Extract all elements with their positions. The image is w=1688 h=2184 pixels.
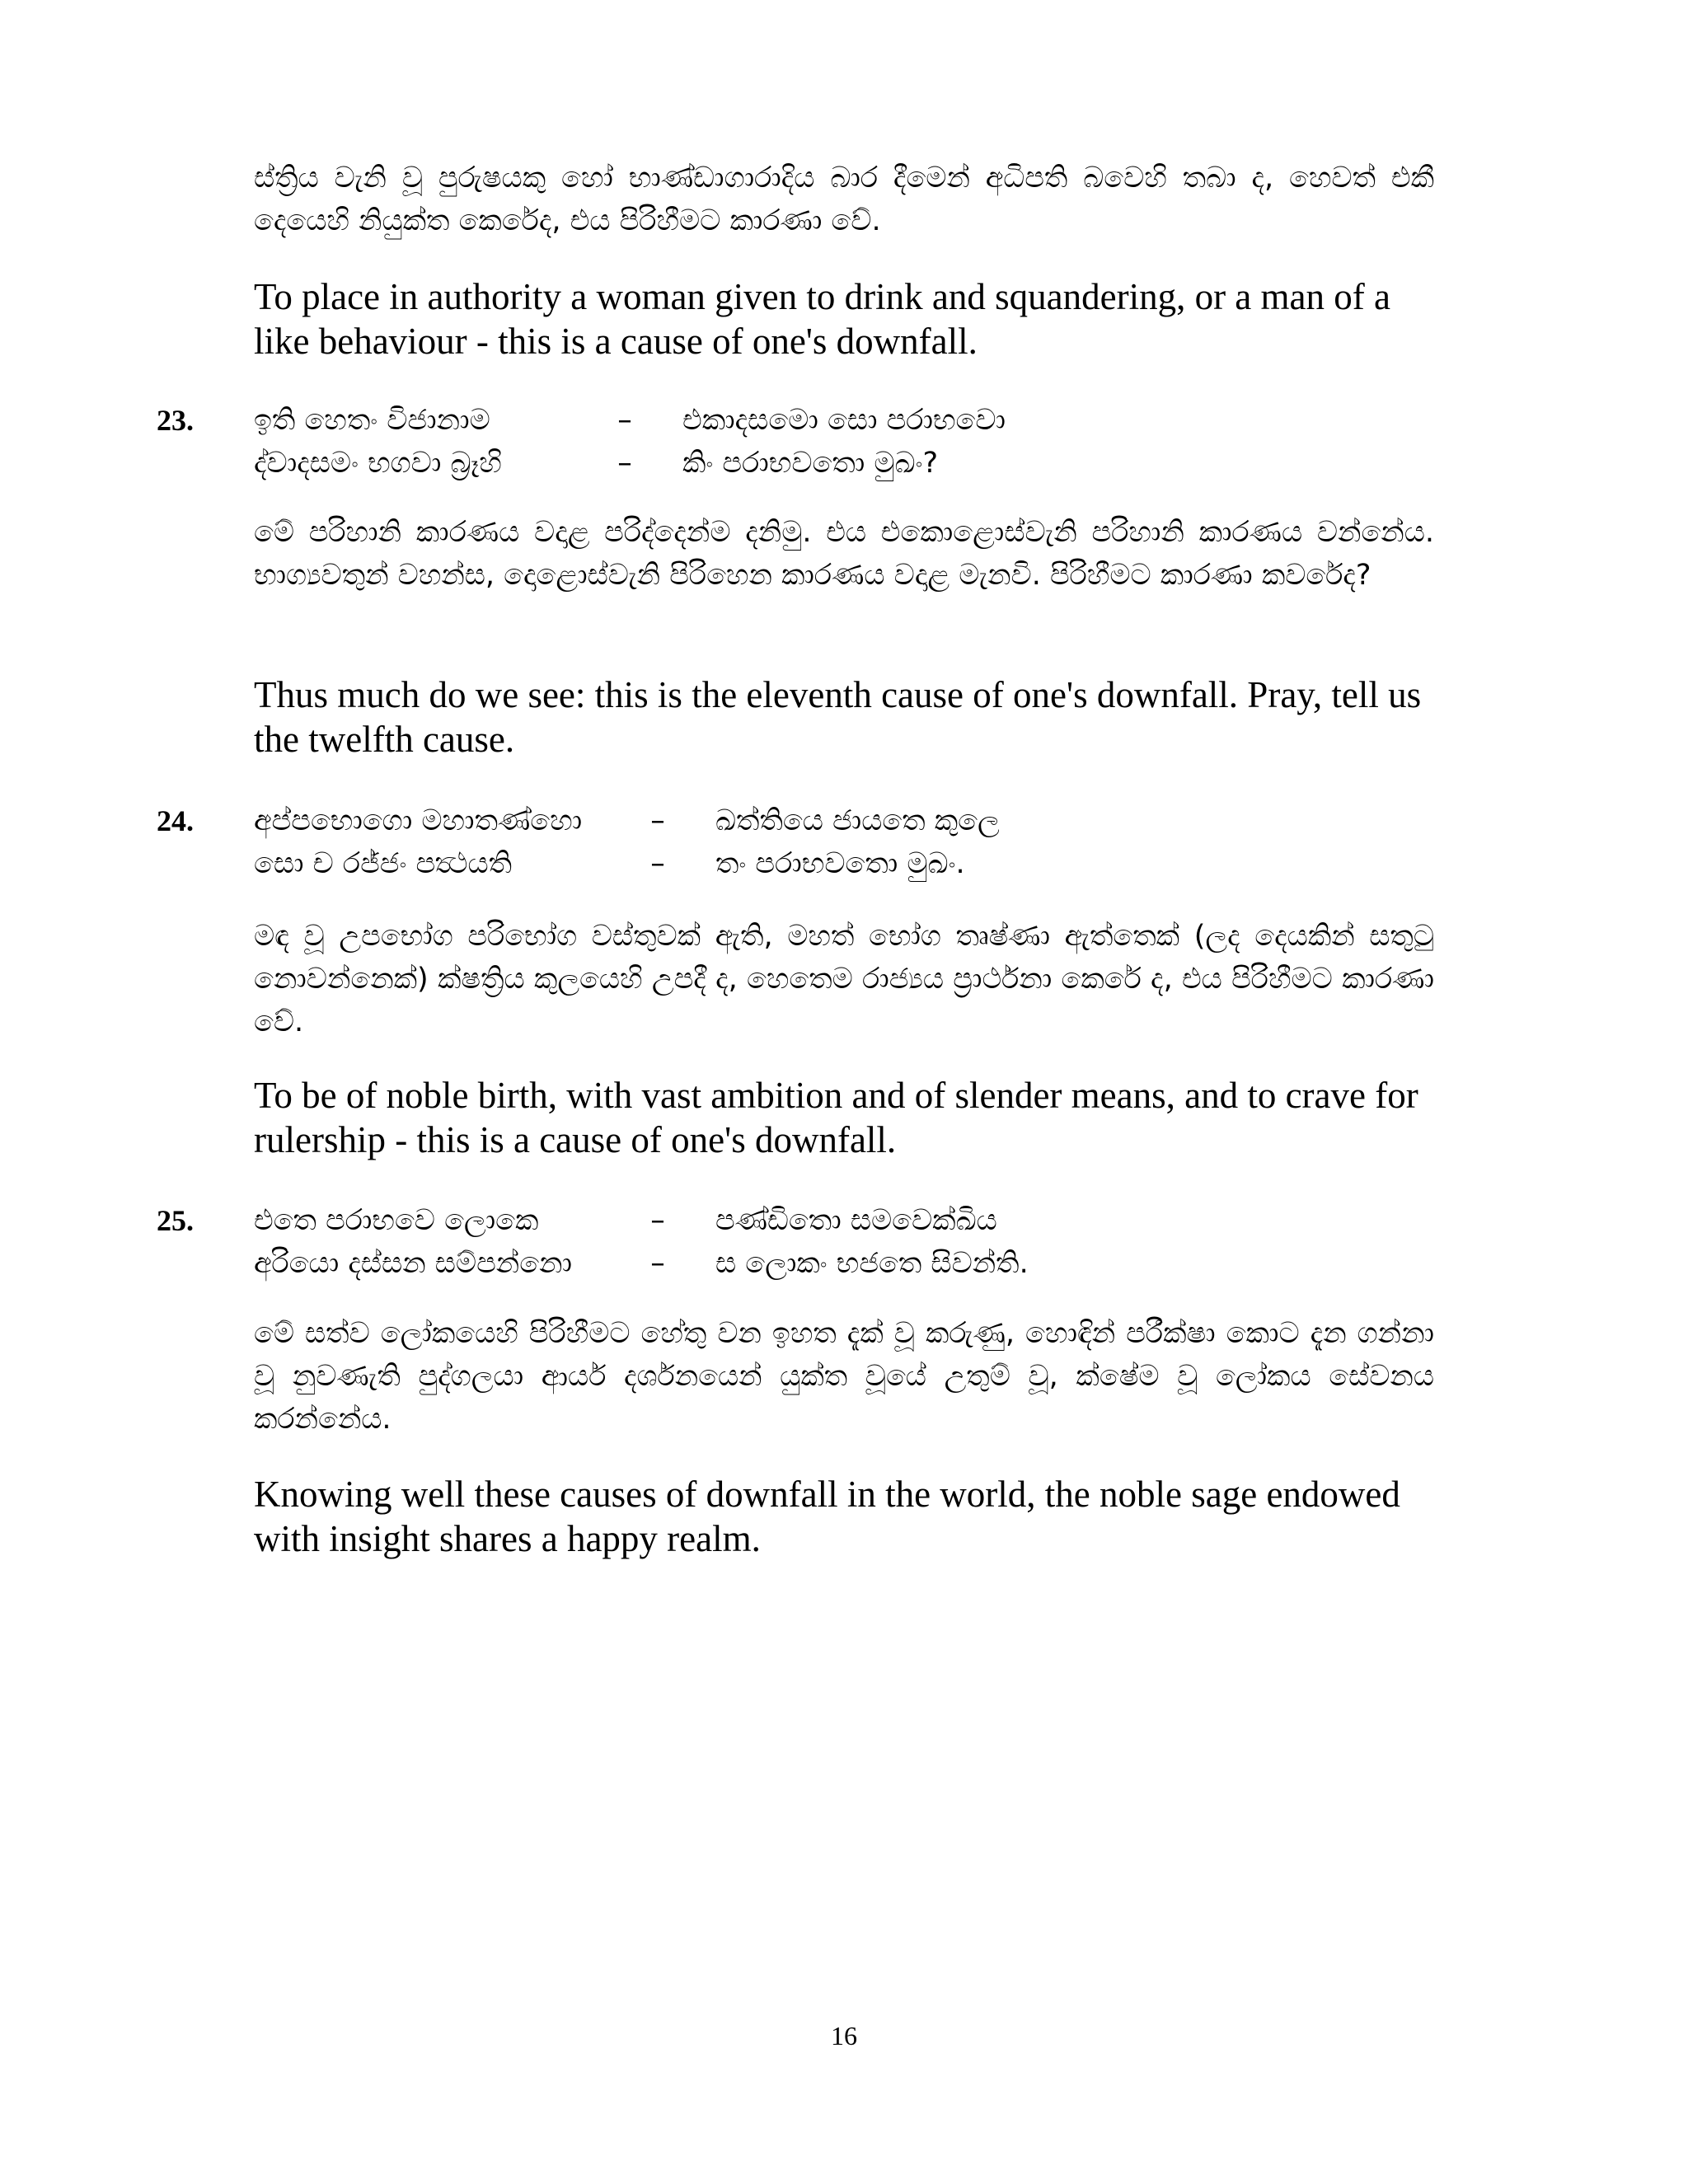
verse-dash: –: [650, 1247, 665, 1280]
sinhala-paragraph: මඳ වූ උපභෝග පරිභෝග වස්තුවක් ඇති, මහත් භෝග තෘෂ්ණා ඇත්තෙක් (ලද දෙයකින් සතුටු නොවන්නෙක්) ක්ෂත්‍රිය කුලයෙහි උපදී ද, හෙතෙම රාජ්‍යය ප්‍රාර්ථනා කෙරේ ද, එය පිරිහීමට කාරණා වේ.: [254, 920, 1434, 1038]
verse-line: [254, 799, 1000, 842]
sinhala-paragraph: මේ පරිහානි කාරණය වදාළ පරිද්දෙන්ම දනිමු. එය එකොළොස්වැනි පරිහානි කාරණය වන්නේය. භාග්‍යවතුන් වහන්ස, දොළොස්වැනි පිරිහෙන කාරණය වදාළ මැනවි. පිරිහීමට කාරණා කවරේද?: [254, 516, 1434, 592]
sinhala-paragraph: මේ සත්ව ලෝකයෙහි පිරිහීමට හේතු වන ඉහත දැක් වූ කරුණු, හොඳින් පරීක්ෂා කොට දැන ගන්නා වූ නුවණැති පුද්ගලයා ආර්ය දර්ශනයෙන් යුක්ත වූයේ උතුම් වූ, ක්ෂේම වූ ලෝකය සේවනය කරන්නේය.: [254, 1317, 1434, 1436]
verse-dash: –: [617, 447, 632, 480]
english-translation: To place in authority a woman given to drink and squandering, or a man of a like behaviour - this is a cause of one's downfall.: [254, 276, 1390, 362]
verse-half: ද්වාදසමං භගවා බ්‍රෑහි: [254, 447, 502, 480]
verse-line: [254, 399, 1006, 442]
english-translation: Thus much do we see: this is the eleventh cause of one's downfall. Pray, tell us the twelfth cause.: [254, 674, 1422, 760]
verse-half: සො ච රජ්ජං පත්‍ථයති: [254, 847, 513, 880]
pali-verse: [254, 1199, 1029, 1285]
verse-half: කිං පරාභවතො මුඛං?: [682, 447, 939, 480]
verse-half: අරියො දස්සන සම්පන්නො: [254, 1247, 572, 1280]
verse-number: 25.: [157, 1204, 194, 1237]
verse-half: එකාදසමො සො පරාභවො: [682, 404, 1006, 437]
pali-verse: [254, 399, 1006, 485]
verse-half: ඛත්තියෙ ජායතෙ කුලෙ: [715, 804, 1000, 837]
english-translation: Knowing well these causes of downfall in the world, the noble sage endowed with insight shares a happy realm.: [254, 1474, 1400, 1559]
pali-verse: [254, 799, 1000, 885]
sinhala-paragraph: ස්ත්‍රිය වැනි වූ පුරුෂයකු හෝ භාණ්ඩාගාරාදිය බාර දීමෙන් අධිපති බවෙහි තබා ද, හෙවත් එකී දෙයෙහි නියුක්ත කෙරේද, එය පිරිහීමට කාරණා වේ.: [254, 162, 1434, 237]
verse-line: [254, 1242, 1029, 1285]
page-number: 16: [831, 2021, 857, 2050]
verse-line: [254, 842, 1000, 885]
verse-number: 24.: [157, 804, 194, 837]
verse-half: තං පරාභවතො මුඛං.: [715, 847, 965, 880]
english-translation: To be of noble birth, with vast ambition and of slender means, and to crave for rulership - this is a cause of one's downfall.: [254, 1075, 1418, 1160]
verse-dash: –: [650, 847, 665, 880]
verse-half: එතෙ පරාභවෙ ලොකෙ: [254, 1204, 539, 1237]
verse-dash: –: [650, 804, 665, 837]
verse-half: ඉති හෙතං විජානාම: [254, 404, 490, 437]
verse-dash: –: [617, 404, 632, 437]
verse-number: 23.: [157, 404, 194, 437]
verse-dash: –: [650, 1204, 665, 1237]
verse-half: අප්පභොගො මහාතණ්හො: [254, 804, 583, 837]
verse-half: පණ්ඩිතො සමවෙක්ඛිය: [715, 1204, 997, 1237]
verse-line: [254, 442, 1006, 485]
verse-line: [254, 1199, 1029, 1242]
verse-half: ස ලොකං භජතෙ සිවන්ති.: [715, 1247, 1029, 1280]
